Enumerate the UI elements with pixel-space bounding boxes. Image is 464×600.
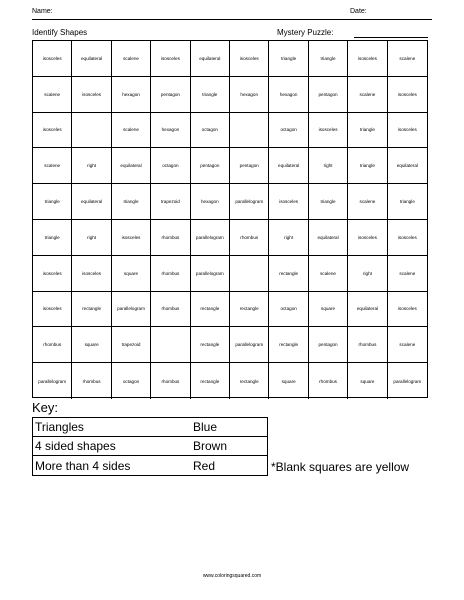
grid-cell: equilateral [72,184,111,220]
grid-cell: equilateral [191,41,230,77]
grid-cell: pentagon [151,77,190,113]
grid-cell: right [348,256,387,292]
mystery-puzzle-label: Mystery Puzzle: [277,28,334,37]
grid-cell: square [112,256,151,292]
key-row [33,456,267,475]
grid-cell: hexagon [230,77,269,113]
grid-cell: parallelogram [33,363,72,399]
grid-cell: scalene [388,256,427,292]
grid-cell: rectangle [269,256,308,292]
grid-cell: isosceles [151,41,190,77]
grid-cell: pentagon [309,327,348,363]
grid-cell: octagon [112,363,151,399]
grid-cell: isosceles [33,292,72,328]
grid-cell: isosceles [72,256,111,292]
key-color-label: Brown [193,439,228,453]
grid-row [33,256,427,292]
grid-cell: square [309,292,348,328]
grid-cell: triangle [388,184,427,220]
grid-cell: square [269,363,308,399]
grid-cell: scalene [33,77,72,113]
grid-cell: hexagon [269,77,308,113]
grid-row [33,220,427,256]
grid-cell: octagon [151,148,190,184]
grid-cell: square [348,363,387,399]
grid-cell: equilateral [348,292,387,328]
key-color-label: Red [193,458,216,473]
grid-cell: equilateral [112,148,151,184]
grid-row [33,292,427,328]
grid-row [33,41,427,77]
grid-cell: triangle [191,77,230,113]
grid-cell [230,256,269,292]
date-label: Date: [350,8,367,15]
grid-cell: parallelogram [393,378,422,384]
grid-cell: rectangle [230,363,269,399]
grid-cell: parallelogram [230,184,269,220]
grid-row [33,363,427,399]
grid-cell: rectangle [191,292,230,328]
grid-cell: scalene [348,184,387,220]
grid-cell: hexagon [191,184,230,220]
shape-grid [32,40,428,398]
grid-cell: isosceles [348,41,387,77]
grid-cell: parallelogram [112,292,151,328]
grid-cell: triangle [348,148,387,184]
blank-squares-note: *Blank squares are yellow [271,460,410,474]
grid-cell: rhombus [151,220,190,256]
grid-cell: parallelogram [191,256,230,292]
grid-cell: rectangle [191,327,230,363]
worksheet-title: Identify Shapes [32,28,88,37]
grid-cell: isosceles [388,220,427,256]
grid-cell: pentagon [191,148,230,184]
grid-cell: isosceles [112,220,151,256]
grid-cell: pentagon [230,148,269,184]
key-shape-label: 4 sided shapes [35,439,116,453]
grid-cell: isosceles [388,113,427,149]
grid-cell: rhombus [348,327,387,363]
grid-cell: triangle [348,113,387,149]
key-shape-label: Triangles [35,420,84,434]
grid-cell: octagon [269,292,308,328]
key-color-label: Blue [193,420,218,434]
grid-row [33,113,427,149]
grid-cell: isosceles [72,77,111,113]
grid-cell: triangle [33,220,72,256]
grid-row [33,327,427,363]
grid-cell: trapezoid [151,184,190,220]
grid-cell: pentagon [309,77,348,113]
grid-cell: triangle [269,41,308,77]
grid-cell: triangle [112,184,151,220]
grid-cell: parallelogram [191,220,230,256]
grid-cell: scalene [33,148,72,184]
grid-cell: isosceles [388,292,427,328]
grid-cell: right [309,148,348,184]
grid-cell: scalene [348,77,387,113]
grid-cell: rhombus [33,327,72,363]
grid-cell: rhombus [151,292,190,328]
grid-cell: parallelogram [230,327,269,363]
footer-url: www.coloringsquared.com [202,573,262,579]
grid-cell: rectangle [230,292,269,328]
grid-cell: scalene [112,113,151,149]
grid-row [33,148,427,184]
grid-cell: isosceles [33,41,72,77]
grid-cell: triangle [33,184,72,220]
grid-cell: equilateral [388,148,427,184]
grid-cell: isosceles [33,256,72,292]
grid-cell: isosceles [269,184,308,220]
grid-cell: scalene [309,256,348,292]
grid-cell: scalene [388,41,427,77]
grid-cell: equilateral [269,148,308,184]
key-table [32,417,268,476]
grid-cell: rhombus [151,363,190,399]
key-row [33,437,267,456]
grid-cell: rectangle [191,363,230,399]
grid-cell [230,113,269,149]
key-title: Key: [32,400,59,415]
grid-cell: scalene [388,327,427,363]
grid-cell: rhombus [72,363,111,399]
grid-cell: octagon [269,113,308,149]
mystery-puzzle-blank [354,37,428,38]
grid-cell: triangle [309,41,348,77]
grid-cell: hexagon [112,77,151,113]
grid-cell: rhombus [151,256,190,292]
grid-cell: rectangle [269,327,308,363]
grid-cell: isosceles [33,113,72,149]
grid-cell: isosceles [388,77,427,113]
grid-cell: equilateral [72,41,111,77]
grid-cell: isosceles [230,41,269,77]
subheader [32,28,432,40]
key-shape-label: More than 4 sides [35,458,131,473]
grid-cell: rhombus [230,220,269,256]
grid-cell: rhombus [309,363,348,399]
grid-cell: square [72,327,111,363]
grid-row [33,184,427,220]
grid-cell: equilateral [309,220,348,256]
grid-cell: right [72,148,111,184]
grid-cell [151,327,190,363]
grid-cell [72,113,111,149]
grid-cell: right [72,220,111,256]
grid-cell: right [269,220,308,256]
grid-cell: hexagon [151,113,190,149]
grid-cell: rectangle [72,292,111,328]
grid-cell: octagon [191,113,230,149]
grid-cell: triangle [309,184,348,220]
header-divider [32,19,432,20]
grid-cell: isosceles [309,113,348,149]
grid-row [33,77,427,113]
name-label: Name: [32,8,53,15]
grid-cell: scalene [112,41,151,77]
grid-cell: isosceles [348,220,387,256]
key-row [33,418,267,437]
grid-cell: trapezoid [112,327,151,363]
